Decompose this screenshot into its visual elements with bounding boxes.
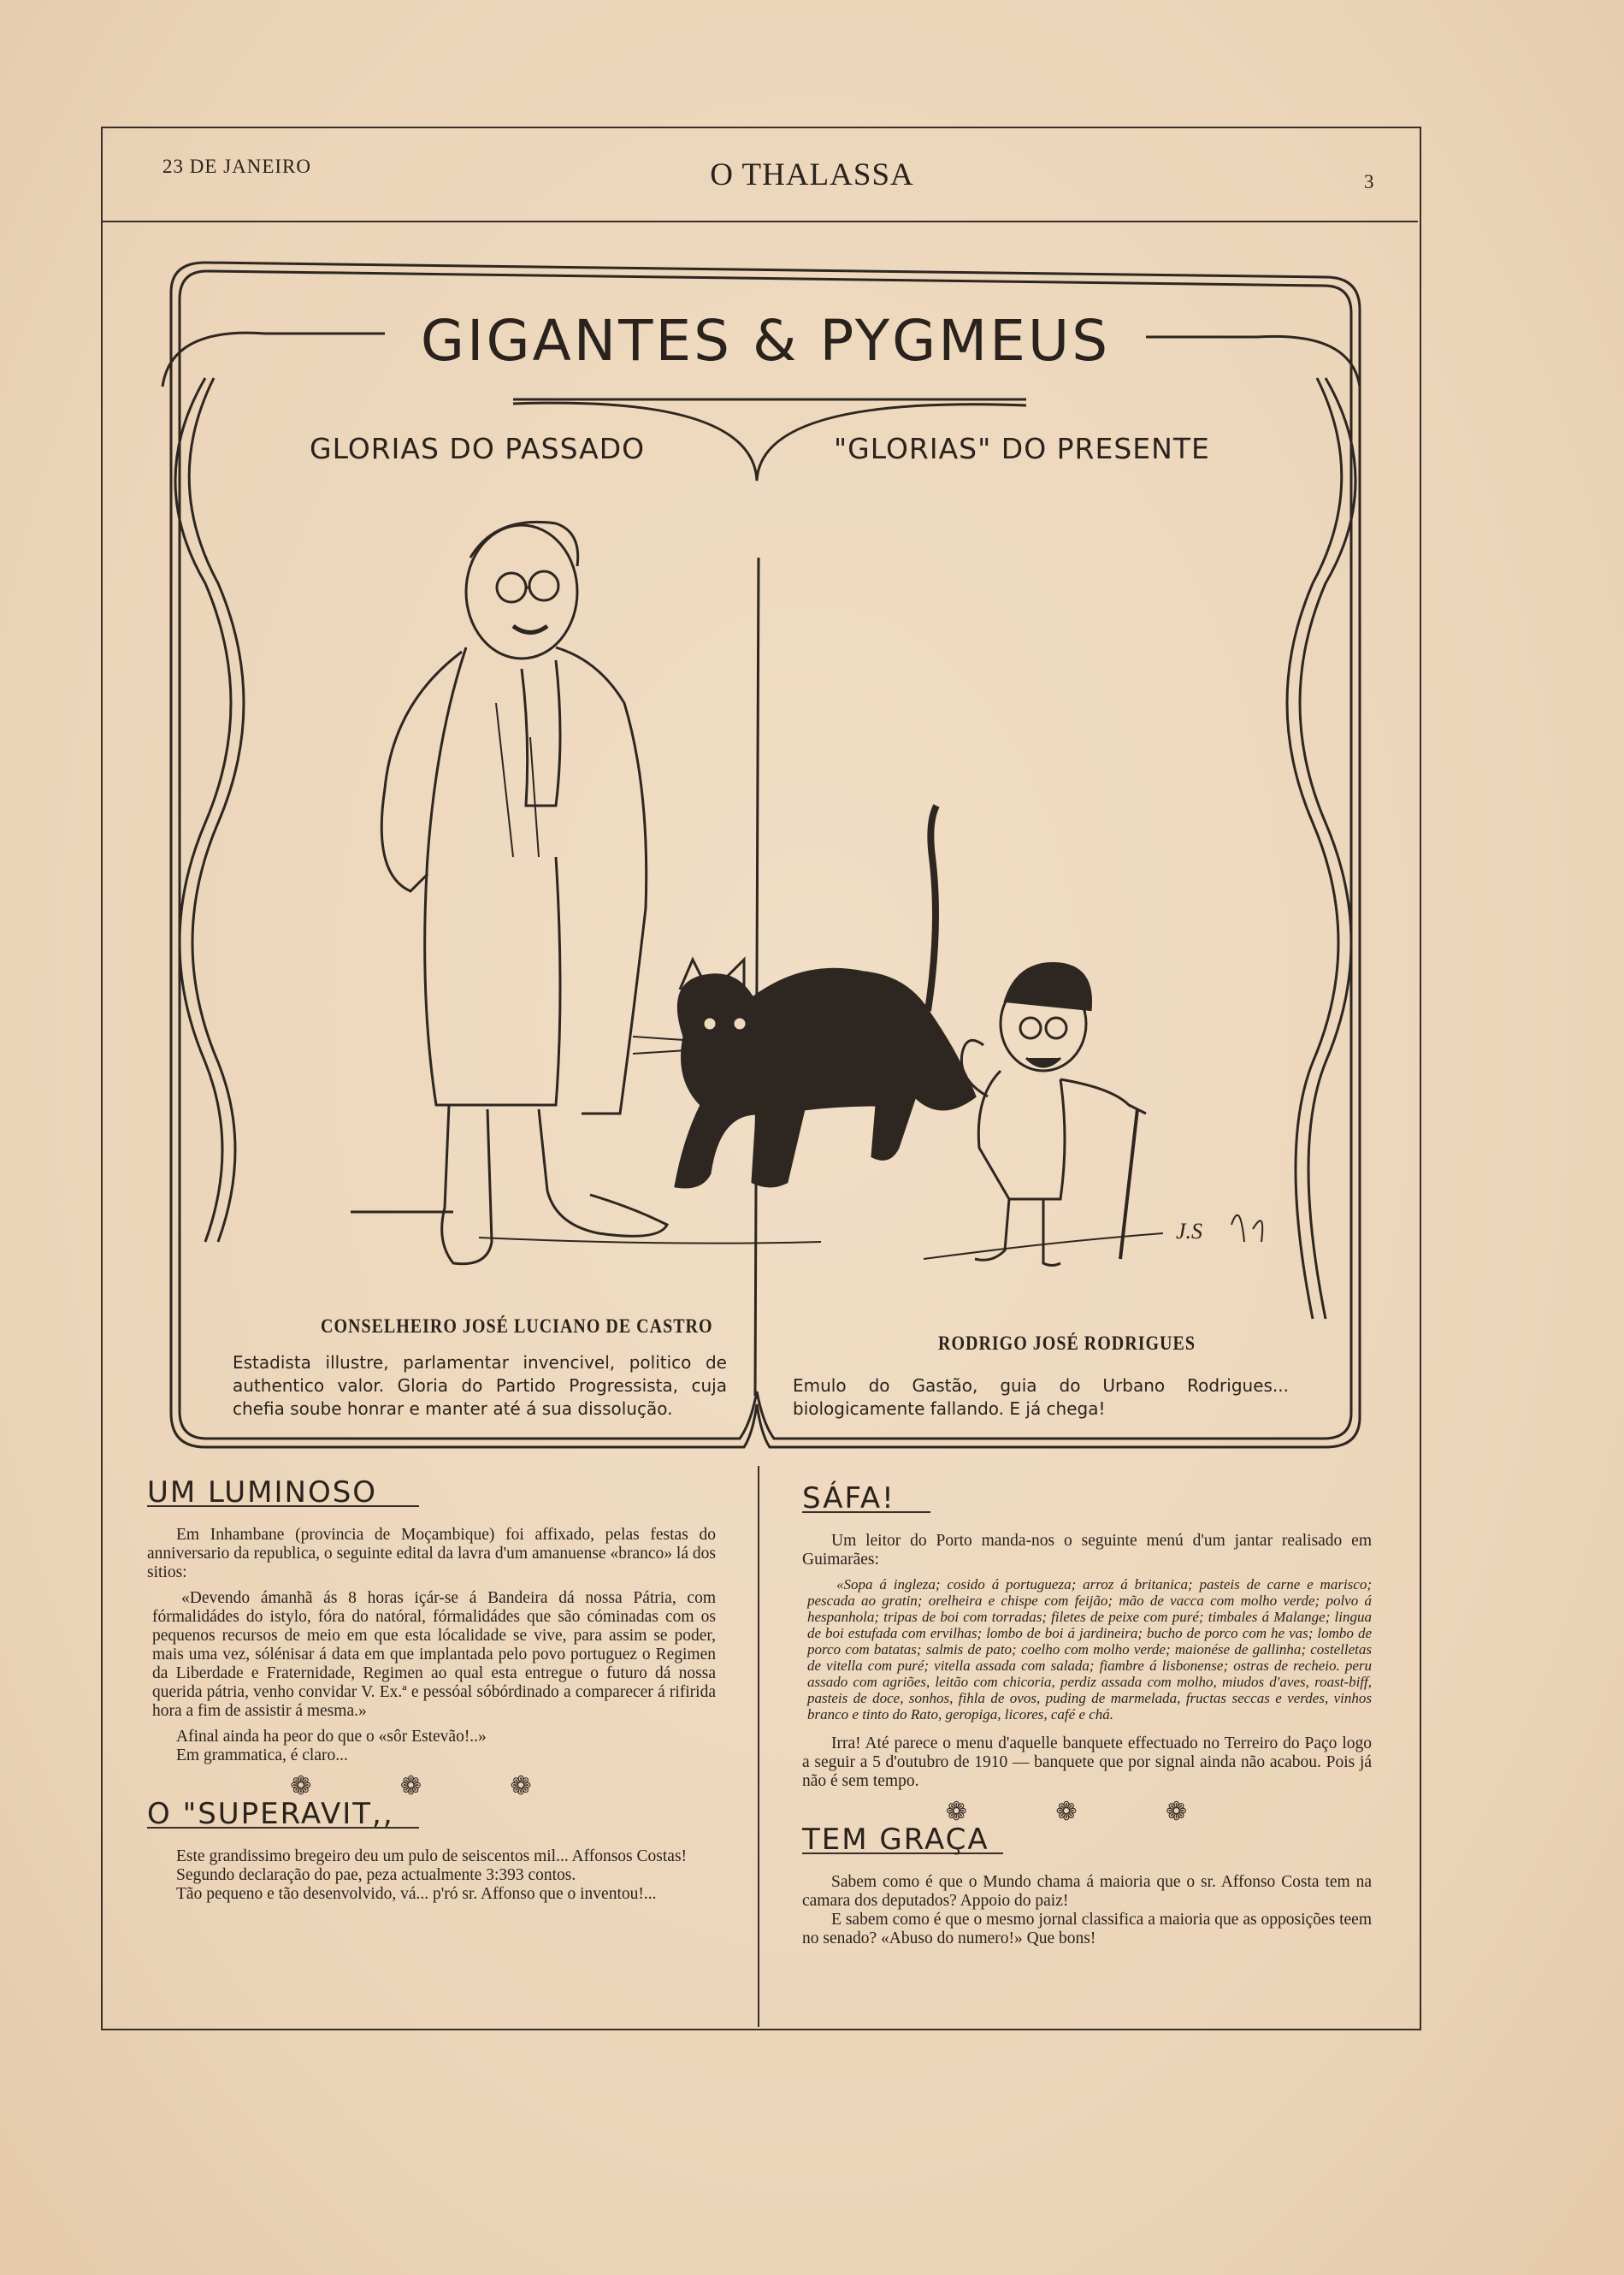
right-figure-caption: Emulo do Gastão, guia do Urbano Rodrigues... biologicamente fallando. E já chega! — [793, 1375, 1289, 1419]
section-title-safa: SÁFA! — [802, 1481, 895, 1516]
column-divider — [758, 1466, 759, 2027]
issue-date: 23 DE JANEIRO — [162, 156, 311, 177]
right-heading: "GLORIAS" DO PRESENTE — [834, 432, 1210, 465]
paragraph: Segundo declaração do pae, peza actualmente 3:393 contos. — [176, 1866, 576, 1884]
left-figure-name: CONSELHEIRO JOSÉ LUCIANO DE CASTRO — [321, 1315, 713, 1338]
ornament-divider: ❁ ❁ ❁ — [290, 1772, 573, 1800]
section-title-superavit: O "SUPERAVIT,, — [147, 1797, 394, 1831]
paragraph: Sabem como é que o Mundo chama á maioria que o sr. Affonso Costa tem na camara dos deputados? Appoio do paiz! — [802, 1873, 1372, 1910]
paragraph: Irra! Até parece o menu d'aquelle banquete effectuado no Terreiro do Paço logo a seguir a 5 d'outubro de 1910 — banquete que por signal ainda não acabou. Pois já não é sem tempo. — [802, 1734, 1372, 1790]
section-title-tem-graca: TEM GRAÇA — [802, 1823, 989, 1857]
right-column — [802, 1481, 1372, 1948]
left-heading: GLORIAS DO PASSADO — [310, 432, 646, 465]
page-number: 3 — [1364, 171, 1375, 192]
cartoon-title: GIGANTES & PYGMEUS — [420, 308, 1111, 374]
newspaper-title: O THALASSA — [710, 157, 914, 192]
paragraph: Afinal ainda ha peor do que o «sôr Estevão!..» — [176, 1728, 487, 1746]
paragraph: Em grammatica, é claro... — [176, 1746, 348, 1764]
right-figure-name: RODRIGO JOSÉ RODRIGUES — [938, 1332, 1196, 1355]
paragraph: E sabem como é que o mesmo jornal classifica a maioria que as opposições teem no senado? «Abuso do numero!» Que bons! — [802, 1911, 1372, 1947]
quoted-edict: «Devendo ámanhã ás 8 horas içár-se á Bandeira dá nossa Pátria, com fórmalidádes do istylo, fóra do natóral, fórmalidádes que são cóminadas com os pequenos recursos de meio em que esta lócalidade se vive, para assim se poder, mais uma vez, sólénisar á data em que implantada pelo povo portuguez o Regimen da Liberdade e Fraternidade, Regimen ao qual esta entregue o futuro dá nossa querida pátria, venho convidar V. Ex.ª e pessóal sóbórdinado a comparecer á rifirida hora a fim de assistir á mesma.» — [152, 1589, 716, 1720]
paragraph: Tão pequeno e tão desenvolvido, vá... p'ró sr. Affonso que o inventou!... — [176, 1885, 657, 1903]
dinner-menu: «Sopa á ingleza; cosido á portugueza; arroz á britanica; pasteis de carne e marisco; pescada ao gratin; orelheira e chispe com feijão; mão de vacca com molho verde; polvo á hespanhola; tripas de boi com torradas; filetes de peixe com puré; timbales á Malange; lingua de boi estufada com ervilhas; lombo de boi á jardineira; bucho de porco com he vas; lombo de porco com batatas; salmis de pato; coelho com molho verde; maionése de gallinha; costelletas de vitella com puré; vitella assada com salada; fiambre á lisbonense; ostras de recheio. peru assado com agriões, leitão com chicoria, perdiz assada com molho, miudos d'aves, roast-biff, pasteis de doce, sonhos, fihla de ovos, puding de marmelada, fructas seccas e verdes, vinhos branco e tinto do Rato, geropiga, licores, café e chá. — [807, 1576, 1372, 1722]
paragraph: Em Inhambane (provincia de Moçambique) foi affixado, pelas festas do anniversario da republica, o seguinte edital da lavra d'um amanuense «branco» lá dos sitios: — [147, 1526, 716, 1581]
ornament-divider: ❁ ❁ ❁ — [945, 1798, 1229, 1826]
paragraph: Este grandissimo bregeiro deu um pulo de seiscentos mil... Affonsos Costas! — [176, 1847, 688, 1865]
artist-signature: J.S — [1176, 1219, 1203, 1244]
paragraph: Um leitor do Porto manda-nos o seguinte menú d'um jantar realisado em Guimarães: — [802, 1532, 1372, 1569]
header-rule — [101, 221, 1418, 222]
left-column — [147, 1475, 716, 1904]
left-figure-caption: Estadista illustre, parlamentar invencivel, politico de authentico valor. Gloria do Partido Progressista, cuja chefia soube honrar e manter até á sua dissolução. — [233, 1352, 727, 1419]
section-title-um-luminoso: UM LUMINOSO — [147, 1475, 378, 1510]
